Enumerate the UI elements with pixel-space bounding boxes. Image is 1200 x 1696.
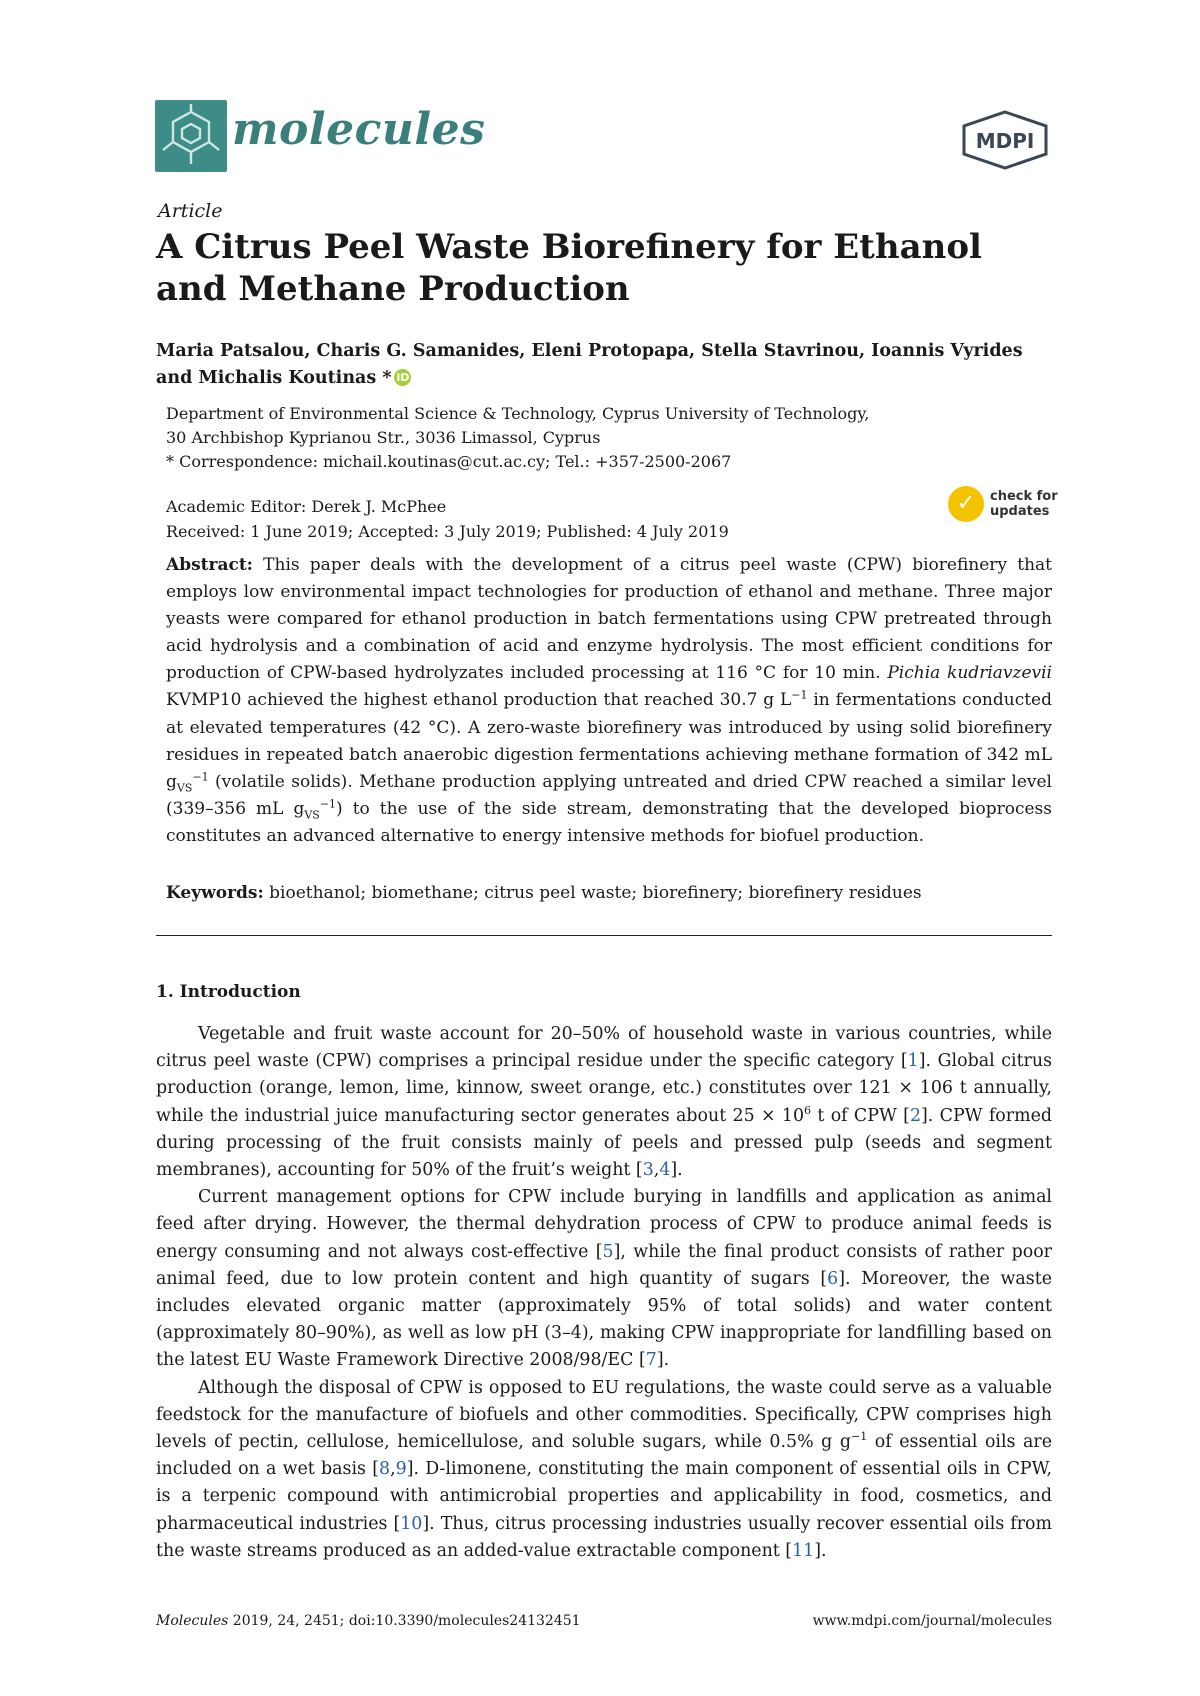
journal-name: molecules <box>232 104 486 155</box>
citation-link[interactable]: 11 <box>792 1540 815 1561</box>
footer-url[interactable]: www.mdpi.com/journal/molecules <box>812 1613 1052 1629</box>
citation-link[interactable]: 5 <box>602 1241 614 1262</box>
abstract-label: Abstract: <box>166 555 253 575</box>
text-run: Vegetable and fruit waste account for 20–50% of household waste in various countries, while citrus peel waste (CPW) comprises a principal residue under the specific category [ <box>156 1024 1052 1072</box>
superscript: −1 <box>851 1430 868 1444</box>
abstract <box>166 552 1052 850</box>
text-run: ]. D-limonene, constituting the main component of essential oils in CPW, is a terpenic compound with antimicrobial properties and applicability in food, cosmetics, and pharmaceutical industries [ <box>156 1459 1052 1534</box>
introduction-body <box>156 1021 1052 1565</box>
journal-logo <box>155 100 227 172</box>
keywords-label: Keywords: <box>166 883 264 903</box>
footer-citation <box>156 1613 581 1629</box>
check-updates-line-2: updates <box>990 504 1050 519</box>
affiliation-line-2: 30 Archbishop Kyprianou Str., 3036 Limassol, Cyprus <box>166 428 601 447</box>
text-run: , <box>390 1459 396 1480</box>
text-run: t of CPW [ <box>817 1105 910 1126</box>
abstract-text-1: This paper deals with the development of a citrus peel waste (CPW) biorefinery that employs low environmental impact technologies for production of ethanol and methane. Three major yeasts were compared for ethanol production in batch fermentations using CPW pretreated through acid hydrolysis and a combination of acid and enzyme hydrolysis. The most efficient conditions for production of CPW-based hydrolyzates included processing at 116 °C for 10 min. <box>166 555 1052 684</box>
intro-paragraph-2 <box>156 1184 1052 1374</box>
abstract-sup-2: −1 <box>192 770 209 784</box>
text-run: ]. <box>656 1350 670 1371</box>
text-run: Current management options for CPW include burying in landfills and application as animal feed after drying. However, the thermal dehydration process of CPW to produce animal feeds is energy consuming and not always cost-effective [ <box>156 1187 1052 1262</box>
intro-paragraph-3 <box>156 1375 1052 1565</box>
text-run: ]. Thus, citrus processing industries usually recover essential oils from the waste streams produced as an added-value extractable component [ <box>156 1513 1052 1561</box>
intro-paragraph-1 <box>156 1021 1052 1184</box>
check-icon: ✓ <box>948 486 984 522</box>
check-updates-text <box>990 489 1058 519</box>
citation-link[interactable]: 8 <box>379 1459 391 1480</box>
text-run: , <box>653 1160 660 1181</box>
citation-link[interactable]: 1 <box>907 1051 919 1072</box>
footer-journal: Molecules <box>156 1613 229 1629</box>
text-run: ]. Global citrus production (orange, lemon, lime, kinnow, sweet orange, etc.) constitutes over 121 × 106 t annually, while the industrial juice manufacturing sector generates about 25 × 10 <box>156 1051 1052 1126</box>
citation-link[interactable]: 3 <box>642 1160 654 1181</box>
keywords-text: bioethanol; biomethane; citrus peel waste; biorefinery; biorefinery residues <box>269 883 922 903</box>
abstract-sup-1: −1 <box>791 688 808 702</box>
paper-title: A Citrus Peel Waste Biorefinery for Ethanol and Methane Production <box>156 227 982 309</box>
citation-link[interactable]: 2 <box>909 1105 922 1126</box>
abstract-text-2: KVMP10 achieved the highest ethanol production that reached 30.7 g L <box>166 690 792 711</box>
text-run: ]. CPW formed during processing of the fruit consists mainly of peels and pressed pulp (seeds and segment membranes), accounting for 50% of the fruit’s weight [ <box>156 1105 1053 1181</box>
editor-block <box>166 494 729 544</box>
abstract-sup-3: −1 <box>319 797 337 811</box>
citation-link[interactable]: 4 <box>659 1160 671 1181</box>
citation-link[interactable]: 9 <box>395 1459 407 1480</box>
article-type: Article <box>158 200 223 222</box>
footer-doi: 2019, 24, 2451; doi:10.3390/molecules24132451 <box>232 1613 581 1629</box>
text-run: ]. <box>670 1160 683 1181</box>
section-heading-introduction: 1. Introduction <box>156 982 301 1002</box>
abstract-text-3: in fermentations conducted at elevated temperatures (42 °C). A zero-waste biorefinery was introduced by using solid biorefinery residues in repeated batch anaerobic digestion fermentations achieving methane formation of 342 mL g <box>166 690 1053 792</box>
text-run: ]. <box>814 1540 827 1561</box>
superscript: 6 <box>804 1103 812 1117</box>
abstract-text-4: (volatile solids). Methane production applying untreated and dried CPW reached a similar level (339–356 mL g <box>166 771 1052 819</box>
check-for-updates-badge[interactable] <box>948 486 1058 530</box>
affiliation-block <box>166 402 1046 474</box>
abstract-sub-1: VS <box>176 781 193 795</box>
text-run: ], while the final product consists of rather poor animal feed, due to low protein content and high quantity of sugars [ <box>156 1241 1052 1289</box>
mdpi-logo <box>960 110 1050 170</box>
abstract-sub-2: VS <box>304 808 320 822</box>
abstract-species: Pichia kudriavzevii <box>887 663 1052 684</box>
publication-dates: Received: 1 June 2019; Accepted: 3 July 2019; Published: 4 July 2019 <box>166 522 729 541</box>
mdpi-wordmark: MDPI <box>975 129 1035 153</box>
academic-editor: Academic Editor: Derek J. McPhee <box>166 497 447 516</box>
citation-link[interactable]: 7 <box>645 1350 657 1371</box>
abstract-text-5: ) to the use of the side stream, demonstrating that the developed bioprocess constitutes an advanced alternative to energy intensive methods for biofuel production. <box>166 798 1052 846</box>
orcid-icon[interactable]: iD <box>394 369 411 386</box>
citation-link[interactable]: 6 <box>827 1268 839 1289</box>
text-run: Although the disposal of CPW is opposed to EU regulations, the waste could serve as a valuable feedstock for the manufacture of biofuels and other commodities. Specifically, CPW comprises high levels of pectin, cellulose, hemicellulose, and soluble sugars, while 0.5% g g <box>156 1377 1052 1453</box>
author-names: Maria Patsalou, Charis G. Samanides, Eleni Protopapa, Stella Stavrinou, Ioannis Vyrides and Michalis Koutinas * <box>156 341 1023 388</box>
check-updates-line-1: check for <box>990 489 1058 504</box>
correspondence: * Correspondence: michail.koutinas@cut.ac.cy; Tel.: +357-2500-2067 <box>166 452 732 471</box>
molecule-icon <box>155 100 227 172</box>
text-run: ]. Moreover, the waste includes elevated organic matter (approximately 95% of total solids) and water content (approximately 80–90%), as well as low pH (3–4), making CPW inappropriate for landfilling based on the latest EU Waste Framework Directive 2008/98/EC [ <box>156 1268 1052 1371</box>
section-divider <box>156 935 1052 936</box>
citation-link[interactable]: 10 <box>400 1513 423 1534</box>
affiliation-line-1: Department of Environmental Science & Technology, Cyprus University of Technology, <box>166 404 870 423</box>
text-run: of essential oils are included on a wet basis [ <box>156 1432 1052 1480</box>
author-list <box>156 338 1056 392</box>
keywords <box>166 880 1052 906</box>
